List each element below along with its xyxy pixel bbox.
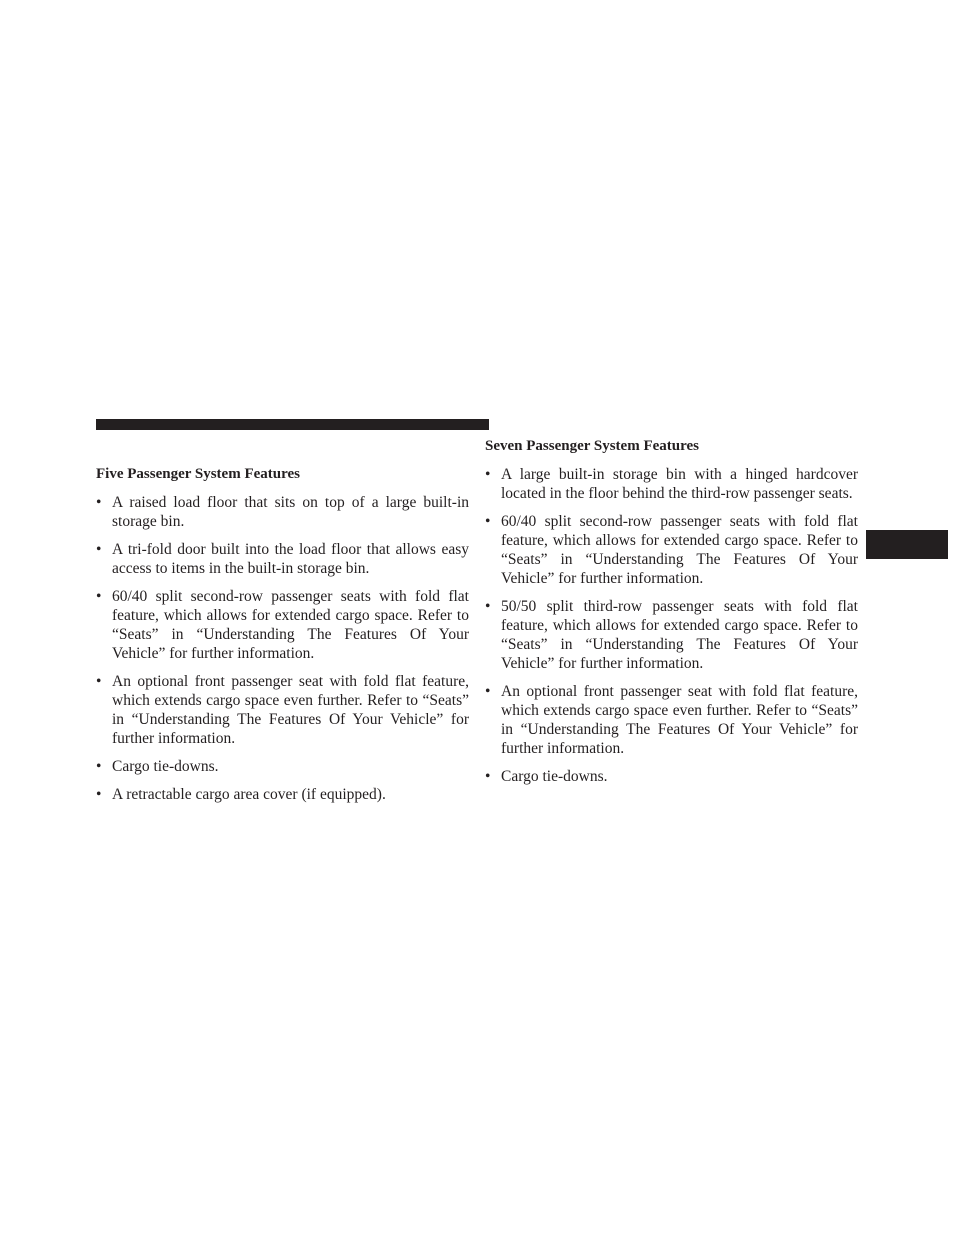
list-item-text: An optional front passenger seat with fold flat feature, which extends cargo space even further. Refer to “Seats” in “Understanding The Features Of Your Vehicle” for further information. <box>501 683 858 757</box>
list-item-text: 60/40 split second-row passenger seats with fold flat feature, which allows for extended cargo space. Refer to “Seats” in “Understanding The Features Of Your Vehicle” for further information. <box>501 513 858 587</box>
bullet-icon: • <box>96 758 102 775</box>
bullet-icon: • <box>96 673 102 690</box>
list-item-text: Cargo tie-downs. <box>501 768 608 785</box>
list-item <box>485 465 858 503</box>
left-column <box>96 465 469 813</box>
list-item-text: A retractable cargo area cover (if equipped). <box>112 786 386 803</box>
list-item <box>96 785 469 804</box>
list-item <box>485 597 858 673</box>
bullet-icon: • <box>96 588 102 605</box>
five-passenger-heading: Five Passenger System Features <box>96 466 300 482</box>
list-item <box>96 540 469 578</box>
list-item-text: A tri-fold door built into the load floor that allows easy access to items in the built-in storage bin. <box>112 541 469 577</box>
list-item <box>96 672 469 748</box>
bullet-icon: • <box>96 786 102 803</box>
section-top-rule <box>96 419 489 430</box>
list-item-text: 50/50 split third-row passenger seats with fold flat feature, which allows for extended cargo space. Refer to “Seats” in “Understanding The Features Of Your Vehicle” for further information. <box>501 598 858 672</box>
bullet-icon: • <box>485 466 491 483</box>
list-item-text: A large built-in storage bin with a hinged hardcover located in the floor behind the third-row passenger seats. <box>501 466 858 502</box>
list-item-text: Cargo tie-downs. <box>112 758 219 775</box>
list-item <box>96 493 469 531</box>
bullet-icon: • <box>96 494 102 511</box>
bullet-icon: • <box>96 541 102 558</box>
list-item <box>96 587 469 663</box>
list-item-text: A raised load floor that sits on top of a large built-in storage bin. <box>112 494 469 530</box>
seven-passenger-heading: Seven Passenger System Features <box>485 438 699 454</box>
bullet-icon: • <box>485 598 491 615</box>
bullet-icon: • <box>485 513 491 530</box>
list-item-text: 60/40 split second-row passenger seats with fold flat feature, which allows for extended cargo space. Refer to “Seats” in “Understanding The Features Of Your Vehicle” for further information. <box>112 588 469 662</box>
bullet-icon: • <box>485 683 491 700</box>
list-item <box>485 767 858 786</box>
list-item <box>485 682 858 758</box>
chapter-side-tab <box>866 530 948 559</box>
seven-passenger-feature-list <box>485 465 858 786</box>
list-item-text: An optional front passenger seat with fold flat feature, which extends cargo space even further. Refer to “Seats” in “Understanding The Features Of Your Vehicle” for further information. <box>112 673 469 747</box>
list-item <box>96 757 469 776</box>
list-item <box>485 512 858 588</box>
bullet-icon: • <box>485 768 491 785</box>
right-column <box>485 437 858 795</box>
five-passenger-feature-list <box>96 493 469 804</box>
